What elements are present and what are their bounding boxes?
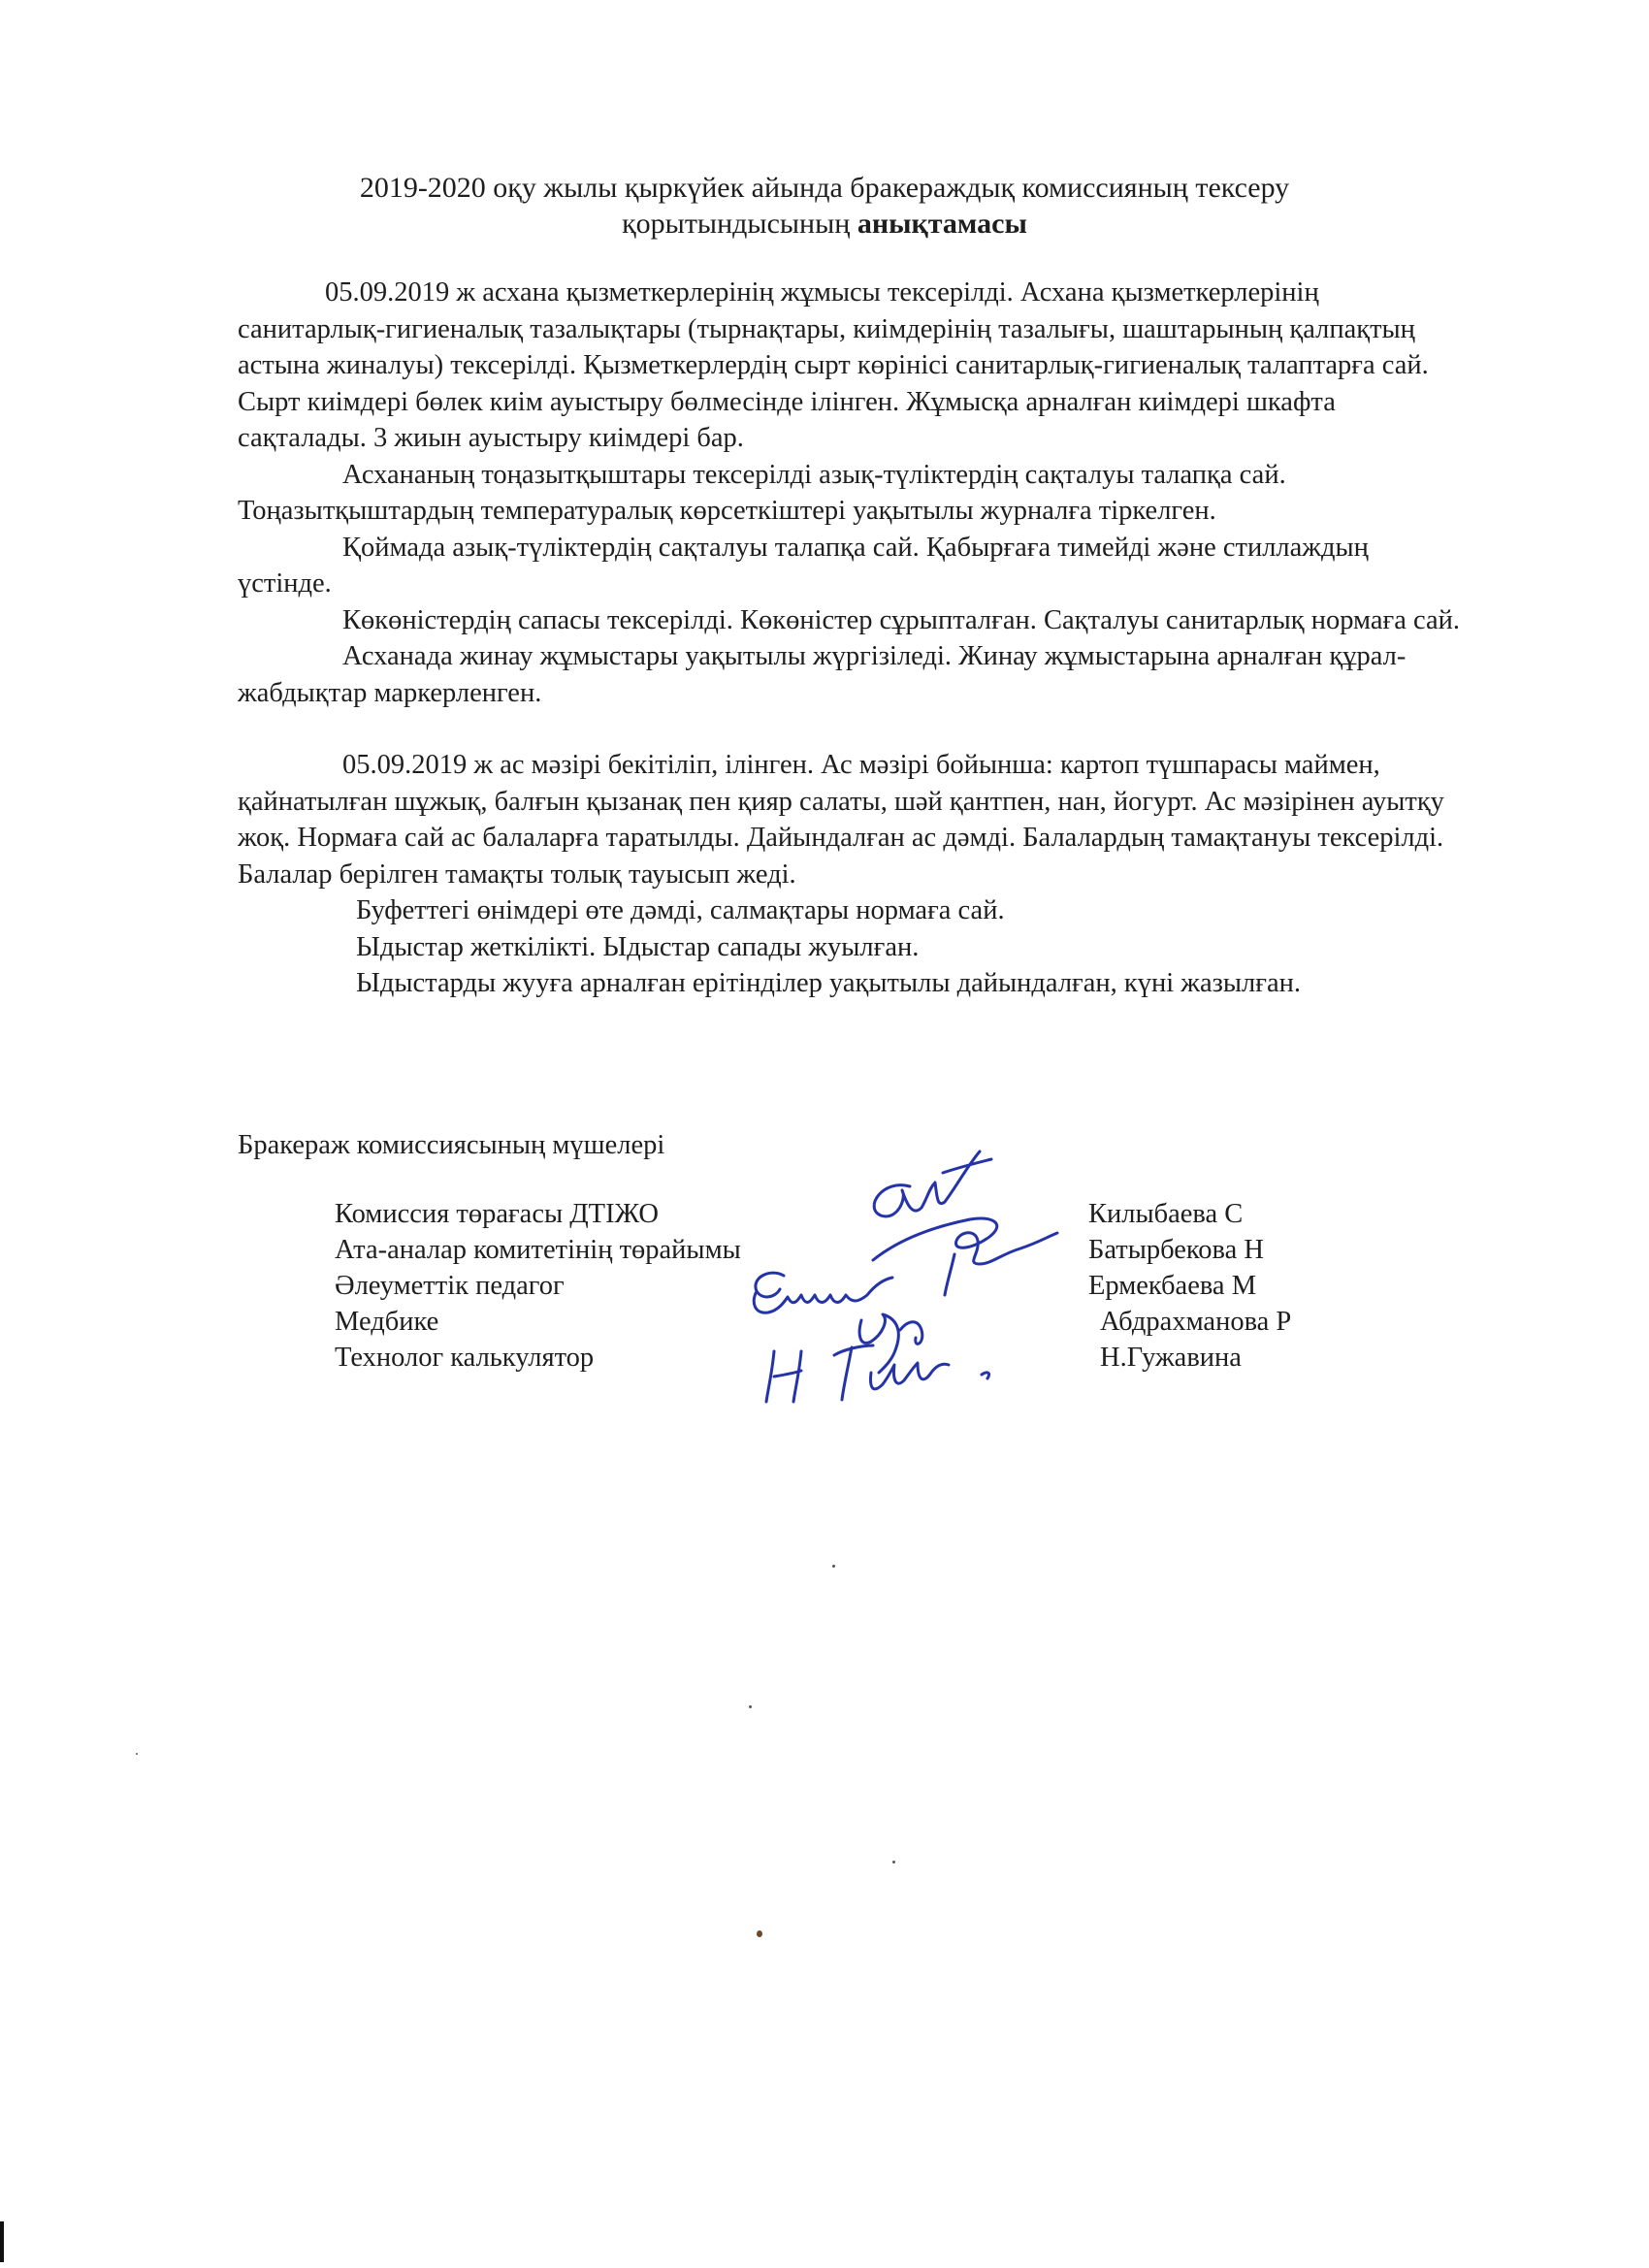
signature-stroke — [982, 1373, 989, 1378]
signature-stroke — [874, 1151, 980, 1216]
paragraph-dishes: Ыдыстар жеткілікті. Ыдыстар сапады жуылған. — [356, 931, 920, 962]
paragraph-vegetables: Көкөністердің сапасы тексерілді. Көкөністер сұрыпталған. Сақталуы санитарлық нормаға сай. — [342, 604, 1461, 635]
document-title — [242, 170, 1406, 242]
paragraph-cleaning: Асханада жинау жұмыстары уақытылы жүргізіледі. Жинау жұмыстарына арналған құрал-жабдықтар маркерленген. — [238, 641, 1406, 708]
member-roles-column — [335, 1196, 741, 1376]
scan-speck — [832, 1565, 835, 1568]
scan-speck — [892, 1861, 895, 1863]
scan-edge-mark — [0, 2221, 4, 2262]
signature-stroke — [900, 1322, 922, 1345]
signature-stroke — [766, 1351, 801, 1402]
title-line-1: 2019-2020 оқу жылы қыркүйек айында бракераждық комиссияның тексеру — [359, 172, 1290, 204]
paragraph-buffet: Буфеттегі өнімдері өте дәмді, салмақтары нормаға сай. — [356, 895, 1005, 925]
title-line-2-regular: қорытындысының — [622, 208, 857, 240]
document-body — [238, 275, 1462, 1002]
member-name: Килыбаева С — [1088, 1199, 1244, 1229]
member-name: Батырбекова Н — [1088, 1235, 1264, 1265]
members-heading: Бракераж комиссиясының мүшелері — [238, 1130, 665, 1160]
title-line-2 — [242, 206, 1406, 242]
member-name: Н.Гужавина — [1100, 1343, 1242, 1373]
signature-stroke — [873, 1218, 1057, 1264]
member-role: Комиссия төрағасы ДТІЖО — [335, 1199, 659, 1229]
member-name: Ермекбаева М — [1088, 1271, 1257, 1301]
paragraph-storage: Қоймада азық-түліктердің сақталуы талапқа сай. Қабырғаға тимейді және стиллаждың үстінде. — [238, 532, 1369, 599]
scan-speck — [757, 1930, 762, 1937]
member-name: Абдрахманова Р — [1100, 1307, 1292, 1337]
handwritten-signatures — [737, 1140, 1086, 1421]
signature-stroke — [834, 1345, 949, 1400]
title-line-2-bold: анықтамасы — [857, 208, 1027, 240]
scan-speck — [136, 1753, 138, 1755]
paragraph-gap — [238, 711, 1462, 747]
signature-stroke — [859, 1314, 898, 1373]
signature-stroke — [945, 1254, 954, 1295]
paragraph-refrigerators: Асхананың тоңазытқыштары тексерілді азық-түліктердің сақталуы талапқа сай. Тоңазытқыштардың температуралық көрсеткіштері уақытылы журналға тіркелген. — [238, 459, 1286, 526]
scan-speck — [749, 1705, 752, 1708]
member-role: Ата-аналар комитетінің төрайымы — [335, 1235, 741, 1265]
paragraph-menu: 05.09.2019 ж ас мәзірі бекітіліп, ілінген. Ас мәзірі бойынша: картоп түшпарасы маймен, қайнатылған шұжық, балғын қызанақ пен қияр салаты, шәй қантпен, нан, йогурт. Ас мәзірінен ауытқу жоқ. Нормаға сай ас балаларға таратылды. Дайындалған ас дәмді. Балалардың тамақтануы тексерілді. Балалар берілген тамақты толық тауысып жеді. — [238, 750, 1444, 890]
signature-stroke — [754, 1273, 892, 1312]
member-role: Әлеуметтік педагог — [335, 1271, 565, 1301]
member-role: Технолог калькулятор — [335, 1343, 595, 1373]
paragraph-staff-inspection: 05.09.2019 ж асхана қызметкерлерінің жұмысы тексерілді. Асхана қызметкерлерінің санитарлық-гигиеналық тазалықтары (тырнақтары, киімдерінің тазалығы, шаштарының қалпақтың астына жиналуы) тексерілді. Қызметкерлердің сырт көрінісі санитарлық-гигиеналық талаптарға сай. Сырт киімдері бөлек киім ауыстыру бөлмесінде ілінген. Жұмысқа арналған киімдері шкафта сақталады. 3 жиын ауыстыру киімдері бар. — [238, 277, 1429, 453]
member-role: Медбике — [335, 1307, 439, 1337]
paragraph-solutions: Ыдыстарды жууға арналған ерітінділер уақытылы дайындалған, күні жазылған. — [356, 968, 1301, 998]
member-names-column — [1088, 1196, 1291, 1376]
